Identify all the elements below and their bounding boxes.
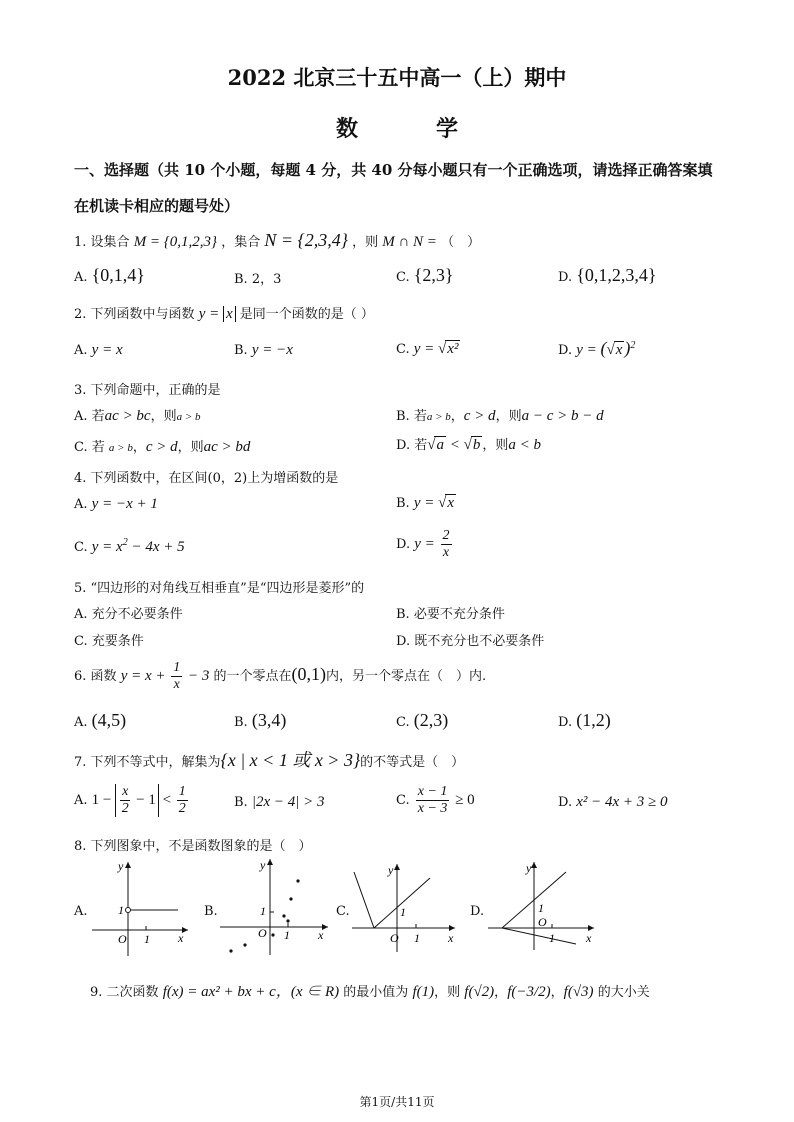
svg-text:1: 1 — [538, 901, 544, 915]
page-footer: 第1页/共11页 — [359, 1095, 435, 1109]
q8-graph-d[interactable] — [486, 858, 601, 953]
q2-option-b[interactable]: B. y = −x — [234, 342, 293, 358]
q5-option-a[interactable]: A. 充分不必要条件 — [74, 607, 183, 622]
svg-text:x: x — [318, 928, 324, 942]
q2-option-a[interactable]: A. y = x — [74, 342, 123, 358]
question-1: 1. 设集合 M = {0,1,2,3} ，集合 N = {2,3,4} ，则 M ∩ N = （ ） — [74, 230, 481, 250]
question-7: 7. 下列不等式中，解集为{x | x < 1 或 x > 3}的不等式是（ ） — [74, 750, 465, 770]
q2-option-c[interactable]: C. y = √x² — [396, 341, 459, 357]
graph-right-ray — [374, 878, 430, 928]
q1-option-b[interactable]: B. 2，3 — [234, 272, 282, 287]
svg-text:x: x — [448, 931, 454, 945]
svg-text:1: 1 — [400, 905, 406, 919]
svg-text:1: 1 — [144, 932, 150, 946]
svg-text:y: y — [260, 858, 266, 872]
q6-option-a[interactable]: A. (4,5) — [74, 710, 127, 730]
q1-option-c[interactable]: C. {2,3} — [396, 265, 454, 285]
question-3: 3. 下列命题中，正确的是 — [74, 383, 221, 398]
question-2: 2. 下列函数中与函数 y = x 是同一个函数的是（ ） — [74, 306, 374, 322]
open-point — [126, 908, 131, 913]
svg-text:y: y — [526, 861, 532, 875]
svg-text:y: y — [118, 859, 124, 873]
svg-text:1: 1 — [260, 904, 266, 918]
section-heading: 一、选择题（共 10 个小题，每题 4 分，共 40 分每小题只有一个正确选项，请选择正确答案填在机读卡相应的题号处） — [74, 161, 713, 215]
q4-option-d[interactable]: D. y = $\frac{2}{x}$ — [396, 528, 450, 560]
q7-option-d[interactable]: D. x² − 4x + 3 ≥ 0 — [558, 794, 668, 810]
svg-text:O: O — [538, 915, 547, 929]
q1-option-d[interactable]: D. {0,1,2,3,4} — [558, 265, 657, 285]
set-n: N = {2,3,4} — [264, 230, 348, 250]
q8-graph-b[interactable] — [218, 855, 333, 960]
question-8: 8. 下列图象中，不是函数图象的是（ ） — [74, 839, 312, 854]
svg-text:1: 1 — [284, 928, 290, 942]
q4-option-c[interactable]: C. $y = x^2 - 4x + 5$ — [74, 537, 185, 555]
graph-left-ray — [354, 872, 374, 928]
q5-option-c[interactable]: C. 充要条件 — [74, 634, 144, 649]
q3-option-d[interactable]: D. 若√a < √b ，则a < b — [396, 437, 541, 453]
q8-option-d-label[interactable]: D. — [470, 904, 485, 919]
q4-option-a[interactable]: A. y = −x + 1 — [74, 496, 158, 512]
q3-option-c[interactable]: C. 若 a > b，c > d，则ac > bd — [74, 439, 251, 455]
question-9: 9. 二次函数 f(x) = ax² + bx + c，(x ∈ R) 的最小值为 f(1)，则 f(√2)，f(−3/2)，f(√3) 的大小关 — [90, 984, 650, 1000]
svg-text:1: 1 — [414, 931, 420, 945]
graph-lower-line — [502, 928, 576, 944]
q6-option-c[interactable]: C. (2,3) — [396, 710, 449, 730]
svg-text:1: 1 — [118, 903, 124, 917]
q8-graph-a[interactable] — [88, 858, 193, 958]
q7-option-c[interactable]: C. $\frac{x - 1}{x - 3}$ ≥ 0 — [396, 784, 475, 816]
q5-option-d[interactable]: D. 既不充分也不必要条件 — [396, 634, 545, 649]
q7-option-a[interactable]: A. 1 − $\frac{x}{2}$ − 1 < $\frac{1}{2}$ — [74, 784, 186, 816]
q8-graph-c[interactable] — [350, 860, 460, 955]
svg-text:y: y — [388, 863, 394, 877]
svg-text:x: x — [586, 931, 592, 945]
q6-option-b[interactable]: B. (3,4) — [234, 710, 287, 730]
q6-option-d[interactable]: D. (1,2) — [558, 710, 611, 730]
q7-option-b[interactable]: B. |2x − 4| > 3 — [234, 794, 325, 810]
q8-option-b-label[interactable]: B. — [204, 904, 218, 919]
svg-text:O: O — [258, 926, 267, 940]
exam-title: 2022 北京三十五中高一（上）期中 — [227, 65, 567, 90]
question-4: 4. 下列函数中，在区间(0，2)上为增函数的是 — [74, 471, 339, 486]
svg-text:O: O — [390, 931, 399, 945]
question-5: 5. “四边形的对角线互相垂直”是“四边形是菱形”的 — [74, 581, 365, 596]
q5-option-b[interactable]: B. 必要不充分条件 — [396, 607, 505, 622]
q1-option-a[interactable]: A. {0,1,4} — [74, 265, 145, 285]
exam-subject: 数 学 — [335, 116, 486, 142]
q8-option-c-label[interactable]: C. — [336, 904, 350, 919]
svg-text:O: O — [118, 932, 127, 946]
svg-text:x: x — [178, 931, 184, 945]
svg-text:1: 1 — [549, 931, 555, 945]
q2-option-d[interactable]: D. y = (√x )$^2$ — [558, 338, 636, 358]
question-6: 6. 函数 y = x + $\frac{1}{x}$ − 3 的一个零点在(0,1)内，另一个零点在（ ）内. — [74, 660, 487, 692]
q3-option-b[interactable]: B. 若a > b，c > d，则a − c > b − d — [396, 408, 604, 424]
q8-option-a-label[interactable]: A. — [74, 904, 88, 919]
q3-option-a[interactable]: A. 若ac > bc，则a > b — [74, 408, 201, 424]
set-m: M = {0,1,2,3} — [133, 234, 218, 250]
q4-option-b[interactable]: B. y = √x — [396, 495, 455, 511]
